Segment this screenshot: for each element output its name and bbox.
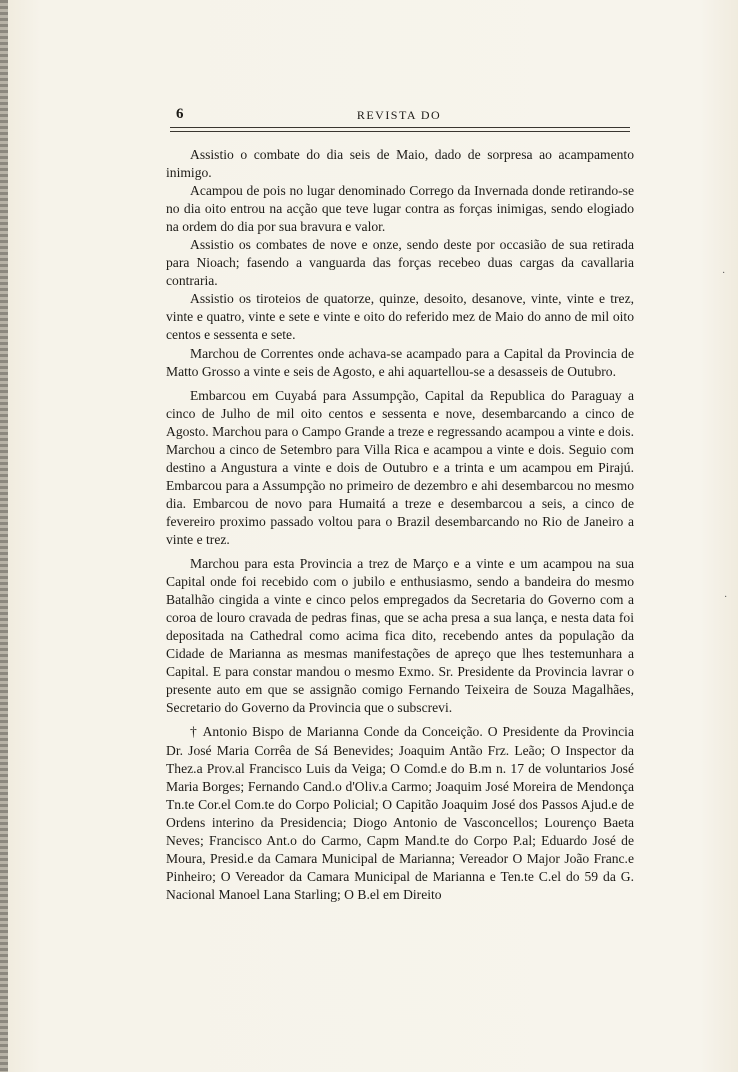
paragraph-cuyaba: Embarcou em Cuyabá para Assumpção, Capital da Republica do Paraguay a cinco de Julho de mil oito centos e sessenta e nove, desembarcando a cinco de Agosto. Marchou para o Campo Grande a treze e regressando acampou a vinte e dois. Marchou a cinco de Setembro para Villa Rica e acampou a vinte e dois. Seguio com destino a Angustura a vinte e dois de Outubro e a trinta e um acampou em Pirajú. Embarcou para a Assumpção no primeiro de dezembro e ahi desembarcou no mesmo dia. Embarcou de novo para Humaitá a treze e desembarcou a seis, a cinco de fevereiro proximo passado voltou para o Brazil desembarcando no Rio de Janeiro a vinte e trez. — [166, 387, 634, 547]
paragraph-invernada: Acampou de pois no lugar denominado Corrego da Invernada donde retirando-se no dia oito entrou na acção que teve lugar contra as forças inimigas, sendo elogiado na ordem do dia por sua bravura e valor. — [166, 183, 634, 235]
paragraph-combate: Assistio o combate do dia seis de Maio, dado de sorpresa ao acampamento inimigo. — [166, 147, 634, 181]
body-text — [166, 146, 634, 904]
page-header — [170, 106, 628, 128]
paragraph-provincia: Marchou para esta Provincia a trez de Março e a vinte e um acampou na sua Capital onde foi recebido com o jubilo e enthusiasmo, sendo a bandeira do mesmo Batalhão cingida a vinte e cinco pelos empregados da Secretaria do Governo com a coroa de louro cravada de pedras finas, que se acha presa a sua lança, e nesta data foi depositada na Cathedral como acima fica dito, recebendo antes da população da Cidade de Marianna as mesmas manifestações de apreço que lhes testemunhara a Capital. E para constar mandou o mesmo Exmo. Sr. Presidente da Provincia lavrar o presente auto em que se assignão comigo Fernando Teixeira de Souza Magalhães, Secretario do Governo da Provincia que o subscrevi. — [166, 556, 634, 716]
page-number: 6 — [176, 106, 184, 122]
header-rule — [170, 127, 630, 132]
margin-dot: · — [722, 268, 726, 279]
paragraph-correntes: Marchou de Correntes onde achava-se acampado para a Capital da Provincia de Matto Grosso a vinte e seis de Agosto, e ahi aquartellou-se a desasseis de Outubro. — [166, 345, 634, 379]
paragraph-signatures: † Antonio Bispo de Marianna Conde da Conceição. O Presidente da Provincia Dr. José Maria Corrêa de Sá Benevides; Joaquim Antão Frz. Leão; O Inspector da Thez.a Prov.al Francisco Luis da Veiga; O Comd.e do B.m n. 17 de voluntarios José Maria Borges; Fernando Cand.o d'Oliv.a Carmo; Joaquim José Moreira de Mendonça Tn.te Cor.el Com.te do Corpo Policial; O Capitão Joaquim José dos Passos Ajud.e de Ordens interino da Presidencia; Diogo Antonio de Vasconcellos; Lourenço Baeta Neves; Francisco Ant.o do Carmo, Capm Mand.te do Corpo P.al; Eduardo José de Moura, Presid.e da Camara Municipal de Marianna; Vereador O Major João Franc.e Pinheiro; O Vereador da Camara Municipal de Marianna e Ten.te C.el do 59 da G. Nacional Manoel Lana Starling; O B.el em Direito — [166, 724, 634, 902]
paragraph-tiroteios: Assistio os tiroteios de quatorze, quinze, desoito, desanove, vinte, vinte e trez, vinte e quatro, vinte e sete e vinte e oito do referido mez de Maio do anno de mil oito centos e sessenta e sete. — [166, 291, 634, 343]
margin-dot: · — [724, 592, 728, 603]
page-spine-edge — [0, 0, 8, 1072]
running-head: REVISTA DO — [356, 108, 442, 122]
paragraph-nioach: Assistio os combates de nove e onze, sendo deste por occasião de sua retirada para Nioach; fasendo a vanguarda das forças recebeo duas cargas da cavallaria contraria. — [166, 237, 634, 289]
